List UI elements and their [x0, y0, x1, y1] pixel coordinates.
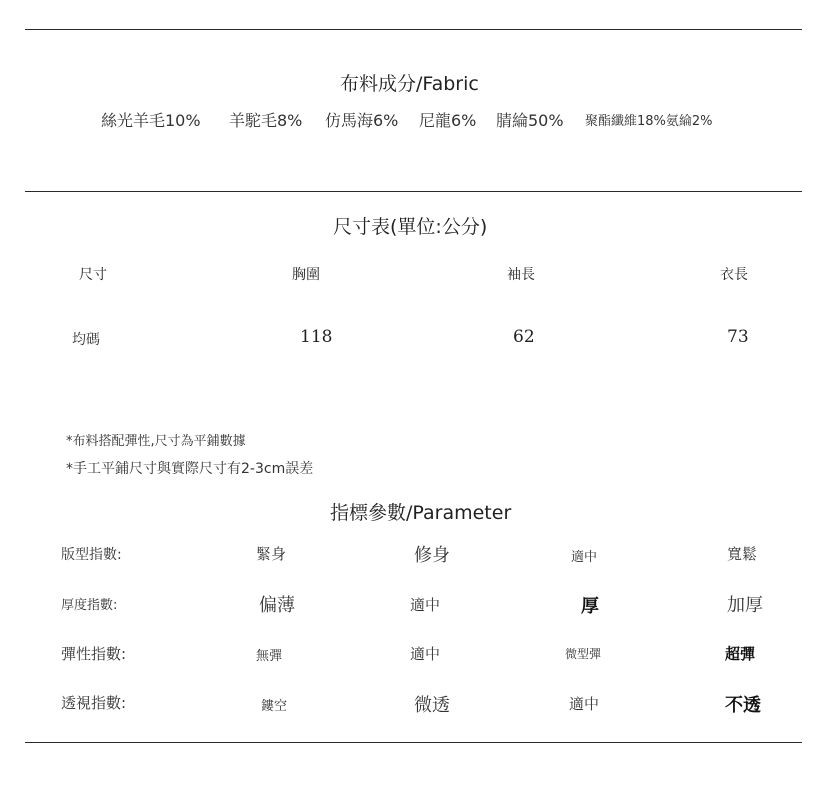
size-value: 均碼: [72, 332, 100, 348]
transparency-option: 不透: [725, 695, 761, 716]
note-tolerance: *手工平鋪尺寸與實際尺寸有2-3cm誤差: [66, 461, 314, 477]
thickness-option: 適中: [410, 596, 441, 614]
transparency-option: 鏤空: [261, 699, 288, 714]
elasticity-index-label: 彈性指數:: [61, 645, 127, 663]
transparency-option: 適中: [569, 695, 600, 713]
section-divider: [25, 191, 802, 192]
size-chart-title: 尺寸表(單位:公分): [333, 216, 488, 238]
elasticity-option: 無彈: [256, 649, 283, 664]
top-divider: [25, 29, 802, 30]
transparency-index-label: 透視指數:: [61, 694, 127, 712]
sleeve-header: 袖長: [507, 267, 535, 283]
length-value: 73: [727, 327, 749, 347]
chest-header: 胸圍: [292, 267, 320, 283]
transparency-option: 微透: [414, 695, 450, 716]
fabric-item: 聚酯纖維18%氨綸2%: [585, 114, 713, 129]
fit-option: 寬鬆: [727, 545, 758, 563]
fit-option: 修身: [414, 545, 450, 566]
fabric-item: 絲光羊毛10%: [101, 111, 201, 130]
sleeve-value: 62: [513, 327, 535, 347]
fabric-item: 羊駝毛8%: [229, 111, 303, 130]
fabric-item: 仿馬海6%: [325, 111, 399, 130]
fit-option: 緊身: [256, 545, 287, 563]
fabric-item: 腈綸50%: [496, 111, 564, 130]
elasticity-option: 超彈: [725, 645, 756, 663]
bottom-divider: [25, 742, 802, 743]
parameter-title: 指標參數/Parameter: [330, 502, 512, 524]
fit-index-label: 版型指數:: [61, 547, 122, 563]
note-stretch: *布料搭配彈性,尺寸為平鋪數據: [66, 434, 246, 449]
thickness-option: 偏薄: [259, 595, 295, 616]
chest-value: 118: [300, 327, 333, 347]
fabric-title: 布料成分/Fabric: [340, 73, 479, 95]
fabric-item: 尼龍6%: [419, 111, 477, 130]
size-header: 尺寸: [79, 267, 107, 283]
length-header: 衣長: [720, 267, 748, 283]
fit-option: 適中: [571, 550, 598, 565]
elasticity-option: 微型彈: [565, 647, 602, 661]
thickness-option: 加厚: [727, 595, 763, 616]
thickness-option: 厚: [581, 596, 599, 617]
elasticity-option: 適中: [410, 645, 441, 663]
thickness-index-label: 厚度指數:: [61, 598, 118, 613]
